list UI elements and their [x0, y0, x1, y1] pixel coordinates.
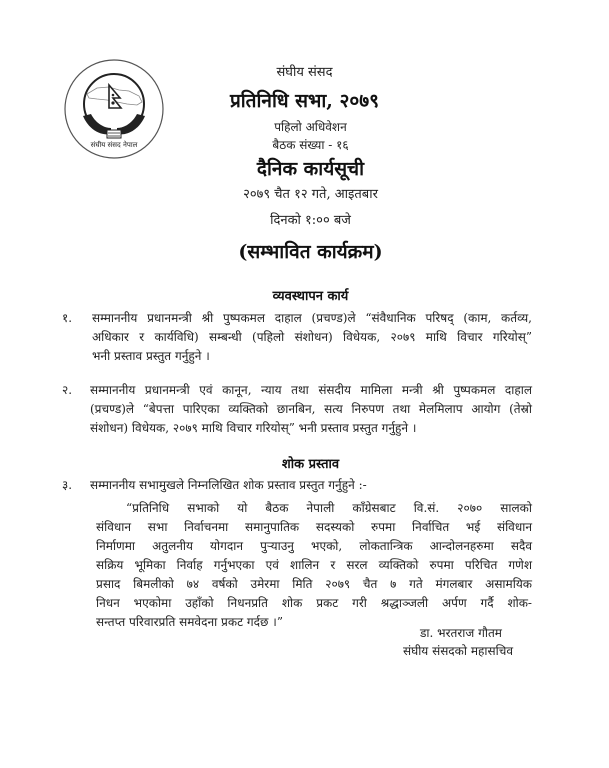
agenda-date: २०७९ चैत १२ गते, आइतबार [243, 187, 378, 202]
agenda-line: (प्रचण्ड)ले “बेपत्ता पारिएका व्यक्तिको छानबिन, सत्य निरुपण तथा मेलमिलाप आयोग (तेस्रो [90, 402, 532, 416]
org-name: संघीय संसद [276, 65, 333, 80]
section-heading-legislative: व्यवस्थापन कार्य [272, 289, 349, 304]
agenda-item-1 [92, 309, 532, 366]
session-label: पहिलो अधिवेशन [274, 120, 347, 134]
agenda-line: सम्माननीय प्रधानमन्त्री श्री पुष्पकमल दाहाल (प्रचण्ड)ले “संवैधानिक परिषद् (काम, कर्तव्य, [92, 311, 532, 325]
signatory-title: संघीय संसदको महासचिव [403, 644, 513, 658]
quote-line: निर्माणमा अतुलनीय योगदान पुऱ्याउनु भएको, लोकतान्त्रिक आन्दोलनहरुमा सदैव [96, 539, 532, 553]
agenda-line: सम्माननीय सभामुखले निम्नलिखित शोक प्रस्ताव प्रस्तुत गर्नुहुने :- [90, 478, 367, 492]
quote-line: संविधान सभा निर्वाचनमा समानुपातिक सदस्यको रुपमा निर्वाचित भई संविधान [96, 520, 532, 534]
item-number: ३. [62, 478, 73, 492]
agenda-item-2 [90, 381, 532, 438]
quote-line: निधन भएकोमा उहाँको निधनप्रति शोक प्रकट गरी श्रद्धाञ्जली अर्पण गर्दै शोक- [96, 596, 532, 610]
section-heading-condolence: शोक प्रस्ताव [281, 457, 340, 472]
agenda-line: अधिकार र कार्यविधि) सम्बन्धी (पहिलो संशोधन) विधेयक, २०७९ माथि विचार गरियोस्” [92, 330, 532, 344]
agenda-item-3 [90, 476, 532, 495]
agenda-line: सम्माननीय प्रधानमन्त्री एवं कानून, न्याय तथा संसदीय मामिला मन्त्री श्री पुष्पकमल दाहाल [90, 383, 532, 397]
item-number: २. [62, 383, 73, 397]
condolence-quote [96, 499, 532, 632]
agenda-title: दैनिक कार्यसूची [256, 158, 365, 180]
meeting-number: बैठक संख्या - १६ [272, 138, 349, 152]
quote-line: प्रसाद बिमलीको ७४ वर्षको उमेरमा मिति २०७९ चैत ७ गते मंगलबार असामयिक [96, 577, 532, 591]
seal-text: संघीय संसद नेपाल [90, 141, 138, 149]
quote-line: सक्रिय भूमिका निर्वाह गर्नुभएका एवं शालिन र सरल व्यक्तिको रुपमा परिचित गणेश [96, 558, 532, 572]
house-title: प्रतिनिधि सभा, २०७९ [229, 90, 380, 112]
quote-line: सन्तप्त परिवारप्रति समवेदना प्रकट गर्दछ ।” [96, 615, 283, 629]
agenda-time: दिनको १:०० बजे [270, 213, 351, 228]
agenda-subtitle: (सम्भावित कार्यक्रम) [238, 241, 383, 263]
quote-line: “प्रतिनिधि सभाको यो बैठक नेपाली काँग्रेसबाट वि.सं. २०७० सालको [126, 501, 532, 515]
signatory-name: डा. भरतराज गौतम [420, 626, 502, 640]
agenda-line: भनी प्रस्ताव प्रस्तुत गर्नुहुने । [92, 349, 210, 363]
item-number: १. [62, 311, 73, 325]
agenda-line: संशोधन) विधेयक, २०७९ माथि विचार गरियोस्” भनी प्रस्ताव प्रस्तुत गर्नुहुने । [90, 421, 417, 435]
